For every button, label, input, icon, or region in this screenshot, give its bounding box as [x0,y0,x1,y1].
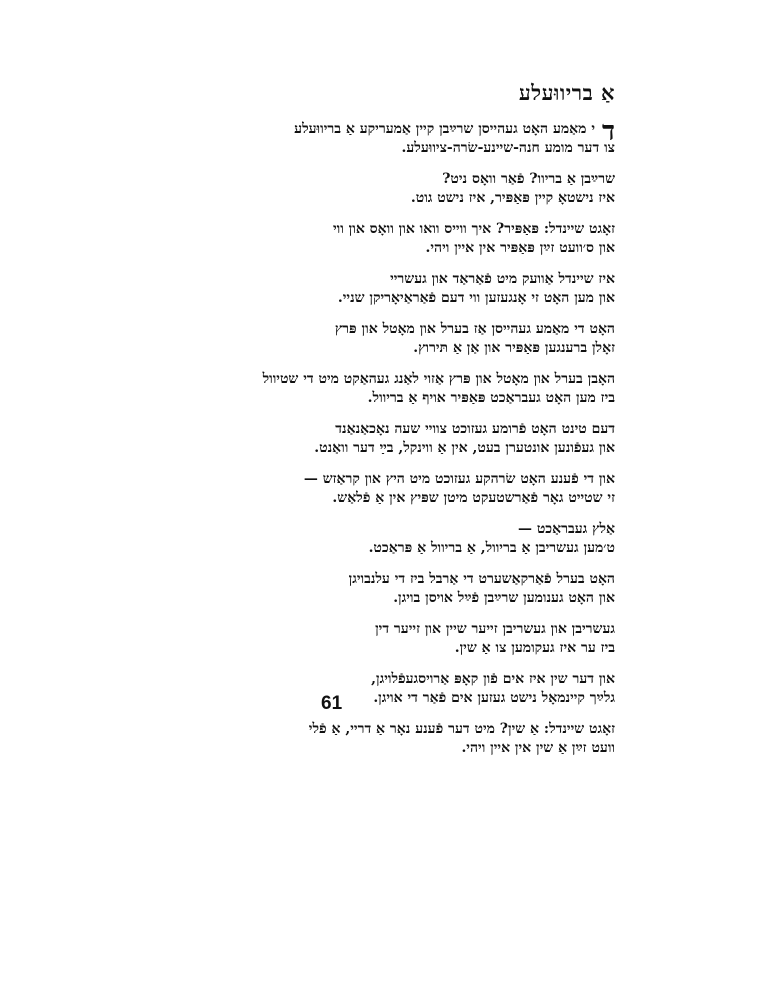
poem-line: ט׳מען געשריבן אַ בריוול, אַ בריוול אַ פּראַכט. [368,540,615,556]
poem-line: און געפֿונען אונטערן בעט, אין אַ ווינקל, בײַ דער וואַנט. [314,440,615,456]
poem-body [115,116,615,770]
poem-line: צו דער מומע חנה-שיינע-שׂרה-ציווּעלע. [401,140,615,156]
poem-line: און די פֿענע האָט שׂרהקע געזוכט מיט היץ און קראַזש — [303,471,615,487]
stanza-12 [115,670,615,708]
drop-cap-letter: ד [602,116,615,147]
stanza-8 [115,470,615,508]
page-number: 61 [321,693,343,714]
first-line [115,116,615,147]
poem-line: ביז מען האָט געבראַכט פּאַפּיר אויף אַ בריוול. [367,390,615,406]
poem-line: און ס׳וועט זײַן פּאַפּיר אין איין ויהי. [425,240,615,256]
stanza-6 [115,370,615,408]
stanza-5 [115,320,615,358]
poem-line: ביז ער איז געקומען צו אַ שין. [454,640,615,656]
poem-line: און מען האָט זי אָנגעזען ווי דעם פֿאַראַיאָריקן שניי. [337,290,615,306]
stanza-2 [115,170,615,208]
poem-line: האָט די מאַמע געהייסן אַז בערל און מאָטל און פּרץ [334,321,615,337]
poem-line: גלײַך קיינמאָל נישט געזען אים פֿאַר די אויגן. [373,690,615,706]
poem-line: זאָלן ברענגען פּאַפּיר און אַן אַ תּירוץ. [413,340,615,356]
poem-line: איז נישטאָ קיין פּאַפּיר, איז נישט גוט. [410,190,615,206]
poem-line: איז שיינדל אַוועק מיט פֿאַראַד און געשריי [390,271,615,287]
poem-line: האָט בערל פֿאַרקאַשערט די אַרבל ביז די עלנבויגן [348,571,615,587]
poem-title: אַ בריווּעלע [518,80,615,105]
first-line-text: י מאַמע האָט געהייסן שרײַבן קיין אַמעריקע אַ בריווּעלע [294,121,595,137]
stanza-9 [115,520,615,558]
stanza-4 [115,270,615,308]
poem-line: געשריבן און געשריבן זייער שיין און זייער דין [375,621,615,637]
poem-line: דעם טינט האָט פֿרומע געזוכט צוויי שעה נאָכאַנאַנד [335,421,615,437]
poem-line: זאָגט שיינדל: פּאַפּיר? איך ווייס וואו און וואָס און ווי [332,221,615,237]
stanza-13 [115,720,615,758]
poem-line: אַלץ געבראַכט — [517,521,615,537]
poem-line: זי שטייט גאָר פֿאַרשטעקט מיטן שפּיץ אין אַ פֿלאַש. [332,490,615,506]
poem-line: האָבן בערל און מאָטל און פּרץ אַזוי לאַנג געהאַקט מיט די שטיוול [262,371,615,387]
stanza-11 [115,620,615,658]
poem-line: וועט זײַן אַ שין אין איין ויהי. [461,740,615,756]
poem-line: און האָט גענומען שרײַבן פֿײַל אויסן בויגן. [393,590,615,606]
stanza-3 [115,220,615,258]
stanza-10 [115,570,615,608]
stanza-7 [115,420,615,458]
stanza-1 [115,116,615,158]
poem-line: און דער שין איז אים פֿון קאָפּ אַרויסגעפֿלויגן, [371,671,615,687]
poem-line: שרײַבן אַ בריוו? פֿאַר וואָס ניט? [442,171,615,187]
poem-line: זאָגט שיינדל: אַ שין? מיט דער פֿענע נאָר אַ דריי, אַ פֿלי [308,721,615,737]
